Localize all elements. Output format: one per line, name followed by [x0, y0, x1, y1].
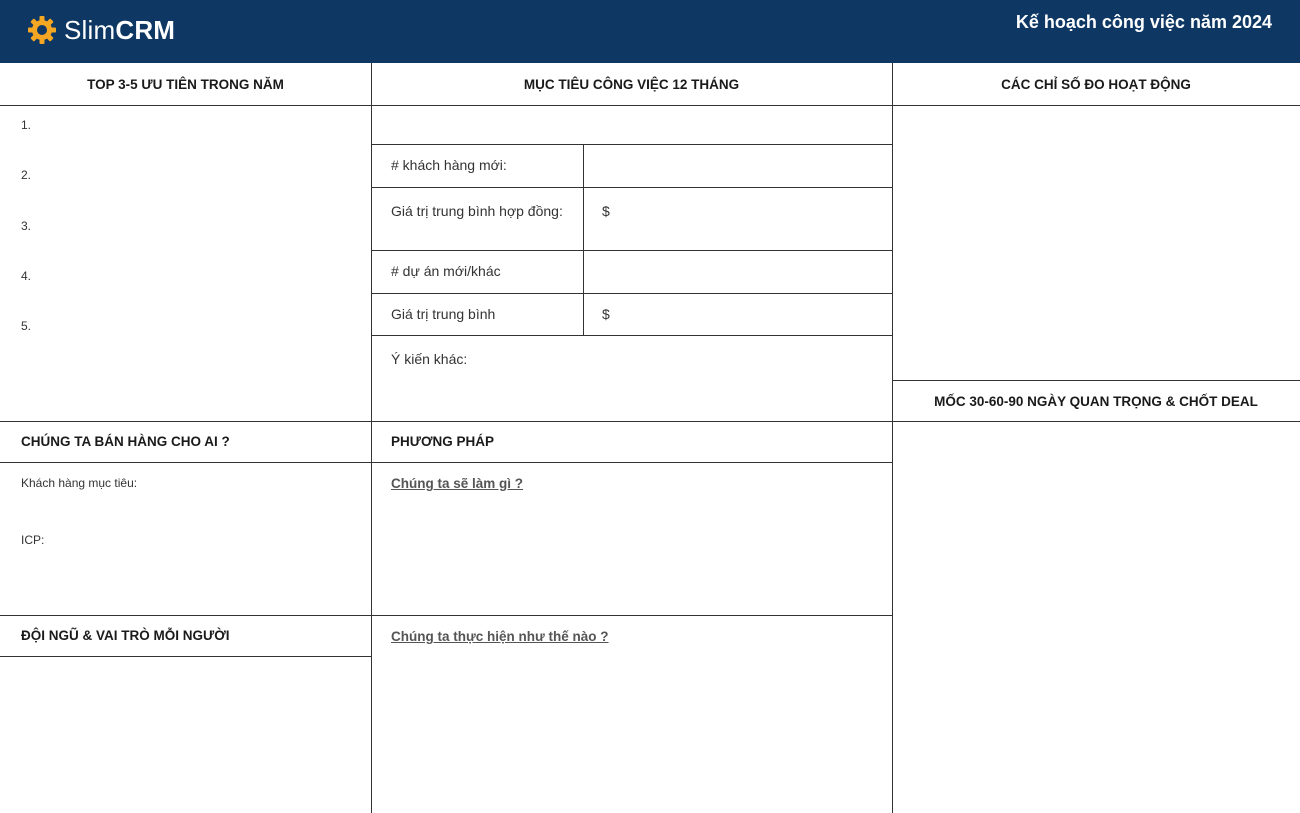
divider-band-2-head [0, 462, 892, 463]
divider-goals-4 [371, 293, 892, 294]
priority-item-2: 2. [21, 168, 32, 182]
priority-item-3: 3. [21, 219, 32, 233]
icp-label: ICP: [21, 533, 45, 547]
team-title: ĐỘI NGŨ & VAI TRÒ MỖI NGƯỜI [21, 628, 230, 643]
goal-new-customers-label: # khách hàng mới: [391, 157, 507, 173]
page-title: Kế hoạch công việc năm 2024 [1015, 12, 1272, 32]
milestones-title: MỐC 30-60-90 NGÀY QUAN TRỌNG & CHỐT DEAL [934, 393, 1258, 409]
gear-icon [26, 14, 58, 46]
goal-avg-value-currency: $ [602, 306, 610, 322]
divider-goals-2 [371, 187, 892, 188]
divider-goals-5 [371, 335, 892, 336]
divider-col-2 [892, 63, 893, 813]
logo-text-crm: CRM [115, 14, 176, 45]
selling-to-title: CHÚNG TA BÁN HÀNG CHO AI ? [21, 434, 230, 449]
method-title: PHƯƠNG PHÁP [391, 434, 494, 449]
divider-goals-3 [371, 250, 892, 251]
logo [26, 14, 175, 46]
goal-other-opinions-label: Ý kiến khác: [391, 351, 468, 367]
goal-avg-contract-label: Giá trị trung bình hợp đồng: [391, 203, 563, 219]
logo-text [64, 15, 175, 46]
divider-team-head [0, 656, 371, 657]
divider-header-row [0, 105, 1300, 106]
what-we-do-heading: Chúng ta sẽ làm gì ? [391, 476, 524, 491]
goal-avg-value-label: Giá trị trung bình [391, 306, 496, 322]
priority-item-1: 1. [21, 118, 32, 132]
goal-new-projects-label: # dự án mới/khác [391, 263, 501, 279]
goal-avg-contract-currency: $ [602, 203, 610, 219]
header-bar [0, 0, 1300, 63]
col-header-metrics: CÁC CHỈ SỐ ĐO HOẠT ĐỘNG [1001, 76, 1191, 92]
divider-goals-1 [371, 144, 892, 145]
col-header-priorities: TOP 3-5 ƯU TIÊN TRONG NĂM [87, 76, 284, 92]
target-customers-label: Khách hàng mục tiêu: [21, 476, 138, 490]
divider-band-3-top [0, 615, 892, 616]
how-we-do-heading: Chúng ta thực hiện như thế nào ? [391, 629, 609, 644]
col-header-goals: MỤC TIÊU CÔNG VIỆC 12 THÁNG [523, 76, 740, 92]
logo-text-slim: Slim [64, 14, 116, 45]
priority-item-4: 4. [21, 269, 32, 283]
divider-band-2-top [0, 421, 892, 422]
divider-goals-inner [583, 144, 584, 335]
divider-col-1 [371, 63, 372, 813]
priority-item-5: 5. [21, 319, 32, 333]
